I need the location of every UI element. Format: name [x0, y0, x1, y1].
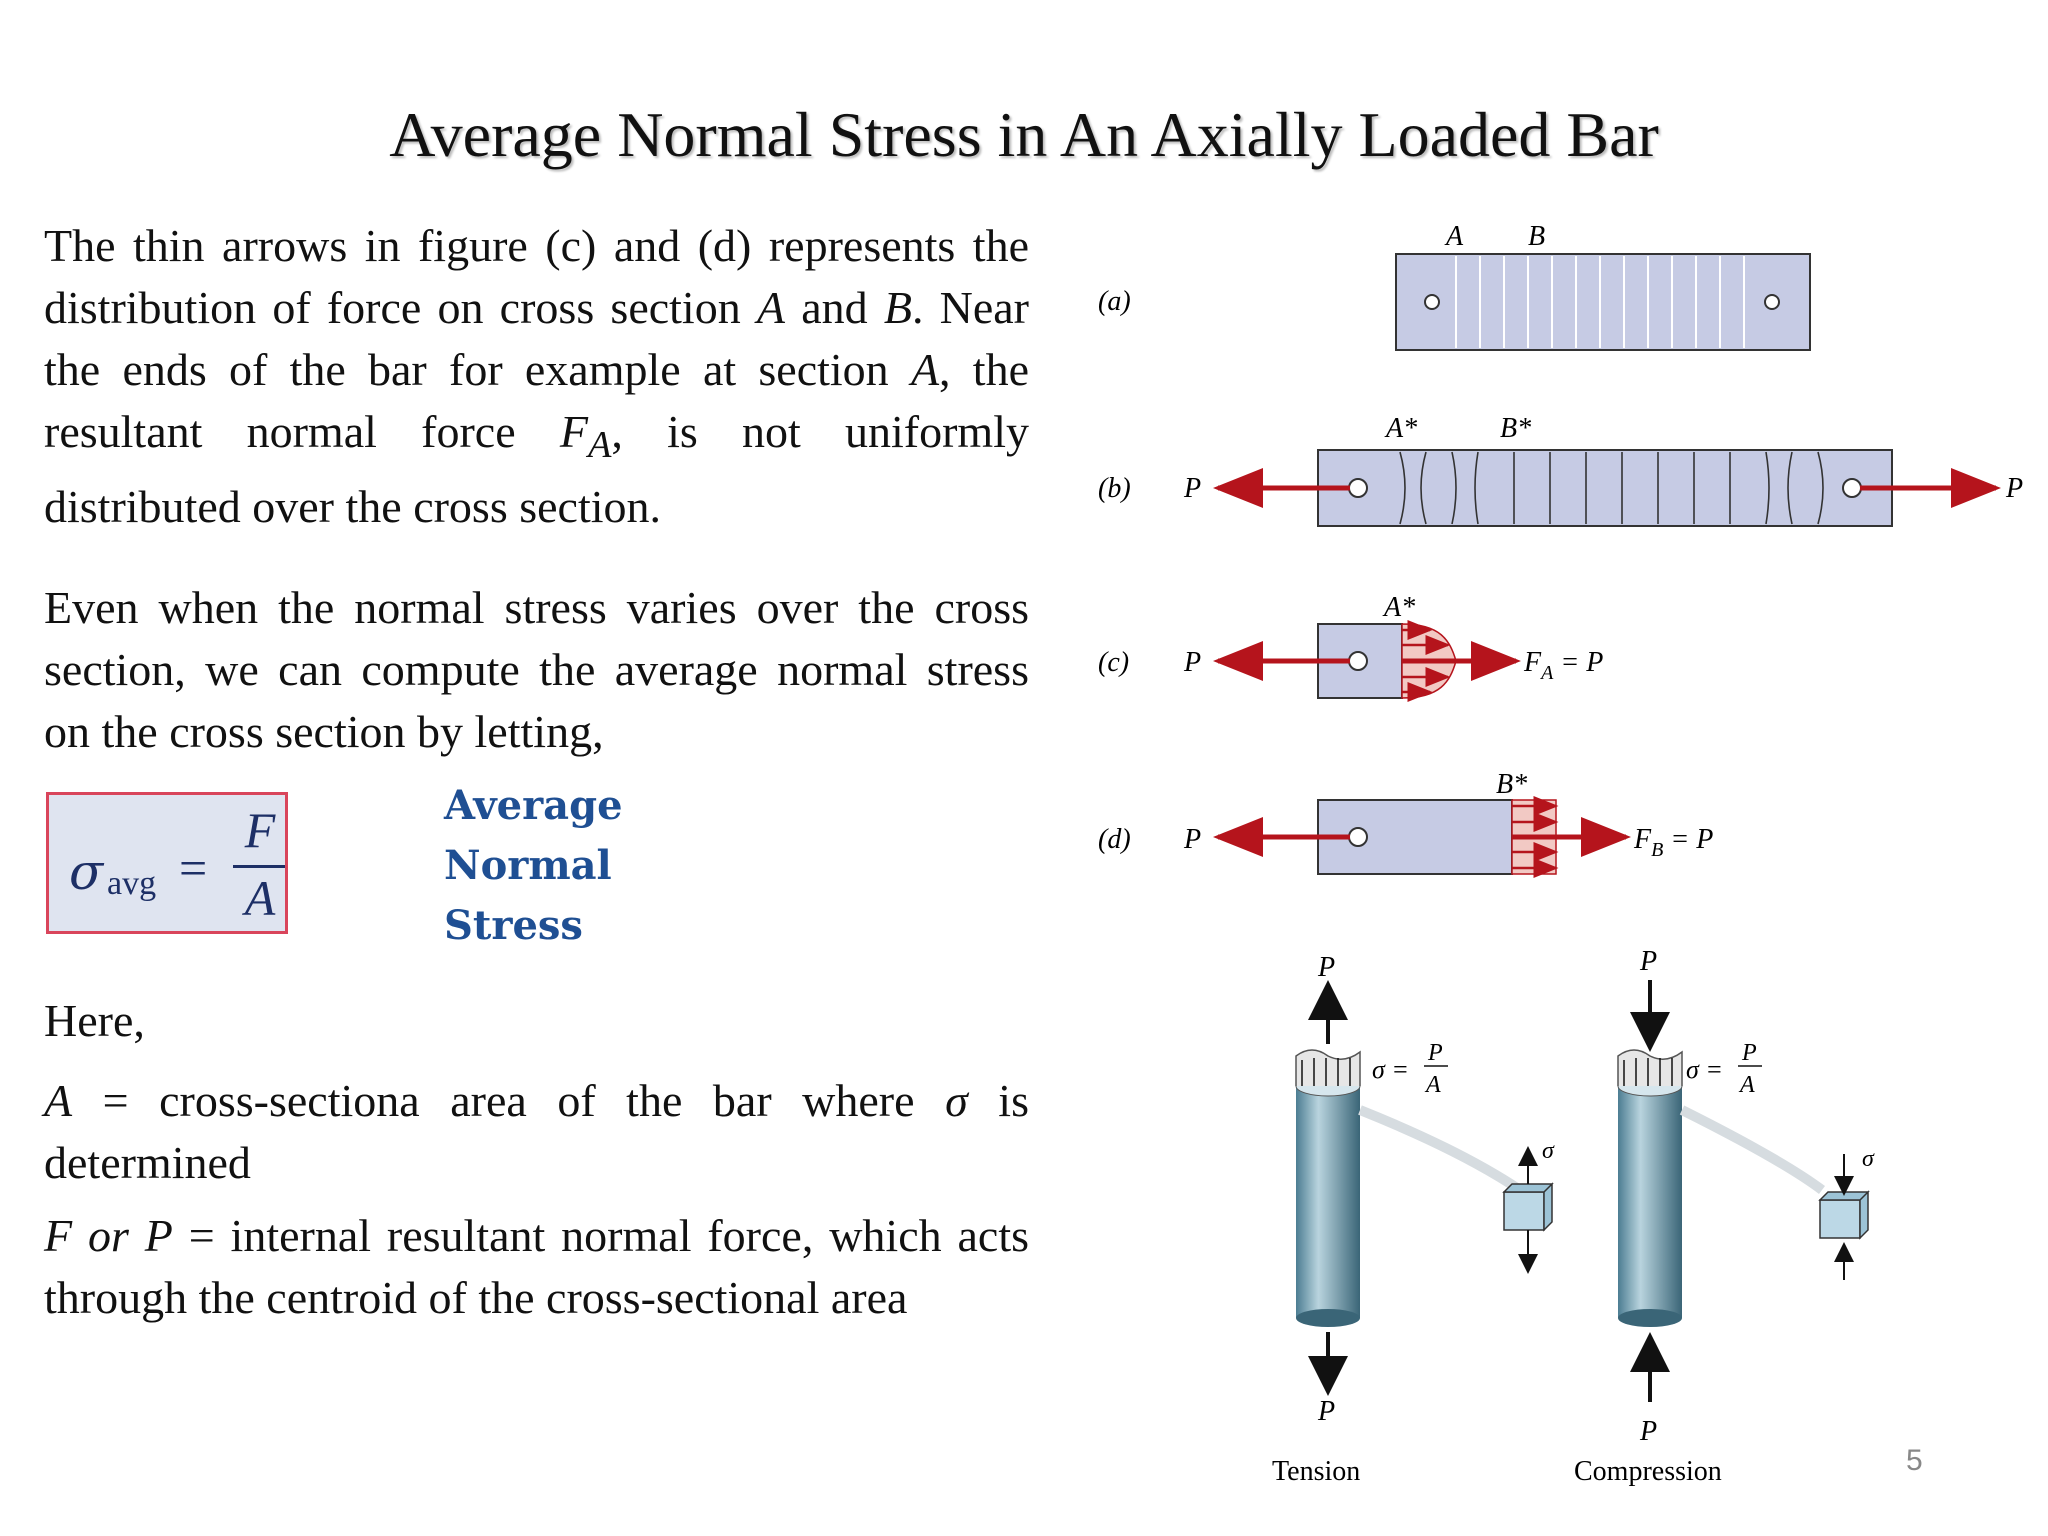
svg-text:A: A	[1740, 1072, 1755, 1098]
svg-text:P: P	[1640, 946, 1658, 977]
fb-equals-p: $F_B = P$	[1634, 824, 1714, 861]
section-a-label: A	[1446, 221, 1464, 252]
svg-text:P: P	[1640, 1416, 1658, 1447]
compression-cylinder	[1574, 946, 1875, 1487]
bstar-d: B*	[1496, 769, 1528, 800]
paragraph-distribution: The thin arrows in figure (c) and (d) represents the distribution of force on cross section A and B. Near the ends of the bar for example at section A, the resultant normal force $F_A$, is not uniformly distributed over the cross section.	[44, 220, 1030, 533]
here-label: Here,	[44, 995, 145, 1046]
slide-title: Average Normal Stress in An Axially Loaded Bar	[389, 99, 1659, 170]
page-number: 5	[1906, 1444, 1923, 1477]
paragraph-average-stress: Even when the normal stress varies over the cross section, we can compute the average normal stress on the cross section by letting,	[44, 582, 1029, 757]
svg-text:σ: σ	[1542, 1138, 1554, 1164]
bar-b	[1318, 450, 1892, 526]
label-b: (b)	[1098, 473, 1131, 504]
svg-text:P: P	[1318, 1396, 1336, 1427]
fa-equals-p: $F_A = P$	[1524, 647, 1604, 684]
definition-area: A = cross-sectiona area of the bar where σ is determined	[44, 1075, 1029, 1188]
svg-text:P: P	[1742, 1040, 1757, 1066]
compression-label: Compression	[1574, 1456, 1722, 1487]
p-right-b: P	[2006, 473, 2024, 504]
tension-cylinder	[1272, 952, 1555, 1487]
svg-text:P: P	[1428, 1040, 1443, 1066]
label-c: (c)	[1098, 647, 1130, 678]
bar-a	[1396, 254, 1810, 350]
svg-text:σ: σ	[1862, 1146, 1874, 1172]
p-left-b: P	[1184, 473, 1202, 504]
p-left-d: P	[1184, 824, 1202, 855]
label-a: (a)	[1098, 286, 1131, 317]
p-left-c: P	[1184, 647, 1202, 678]
svg-text:σ =: σ =	[1372, 1055, 1409, 1084]
astar-b: A*	[1386, 413, 1418, 444]
tension-label: Tension	[1272, 1456, 1361, 1487]
definition-force: F or P = internal resultant normal force, which acts through the centroid of the cross-sectional area	[44, 1210, 1030, 1323]
section-b-label: B	[1528, 221, 1546, 252]
svg-text:A: A	[1426, 1072, 1441, 1098]
label-d: (d)	[1098, 824, 1131, 855]
svg-text:σ =: σ =	[1686, 1055, 1723, 1084]
astar-c: A*	[1384, 592, 1416, 623]
formula-label: Average Normal Stress	[444, 782, 623, 949]
svg-text:P: P	[1318, 952, 1336, 983]
bstar-b: B*	[1500, 413, 1532, 444]
average-stress-formula: σ avg = F A	[46, 792, 288, 934]
